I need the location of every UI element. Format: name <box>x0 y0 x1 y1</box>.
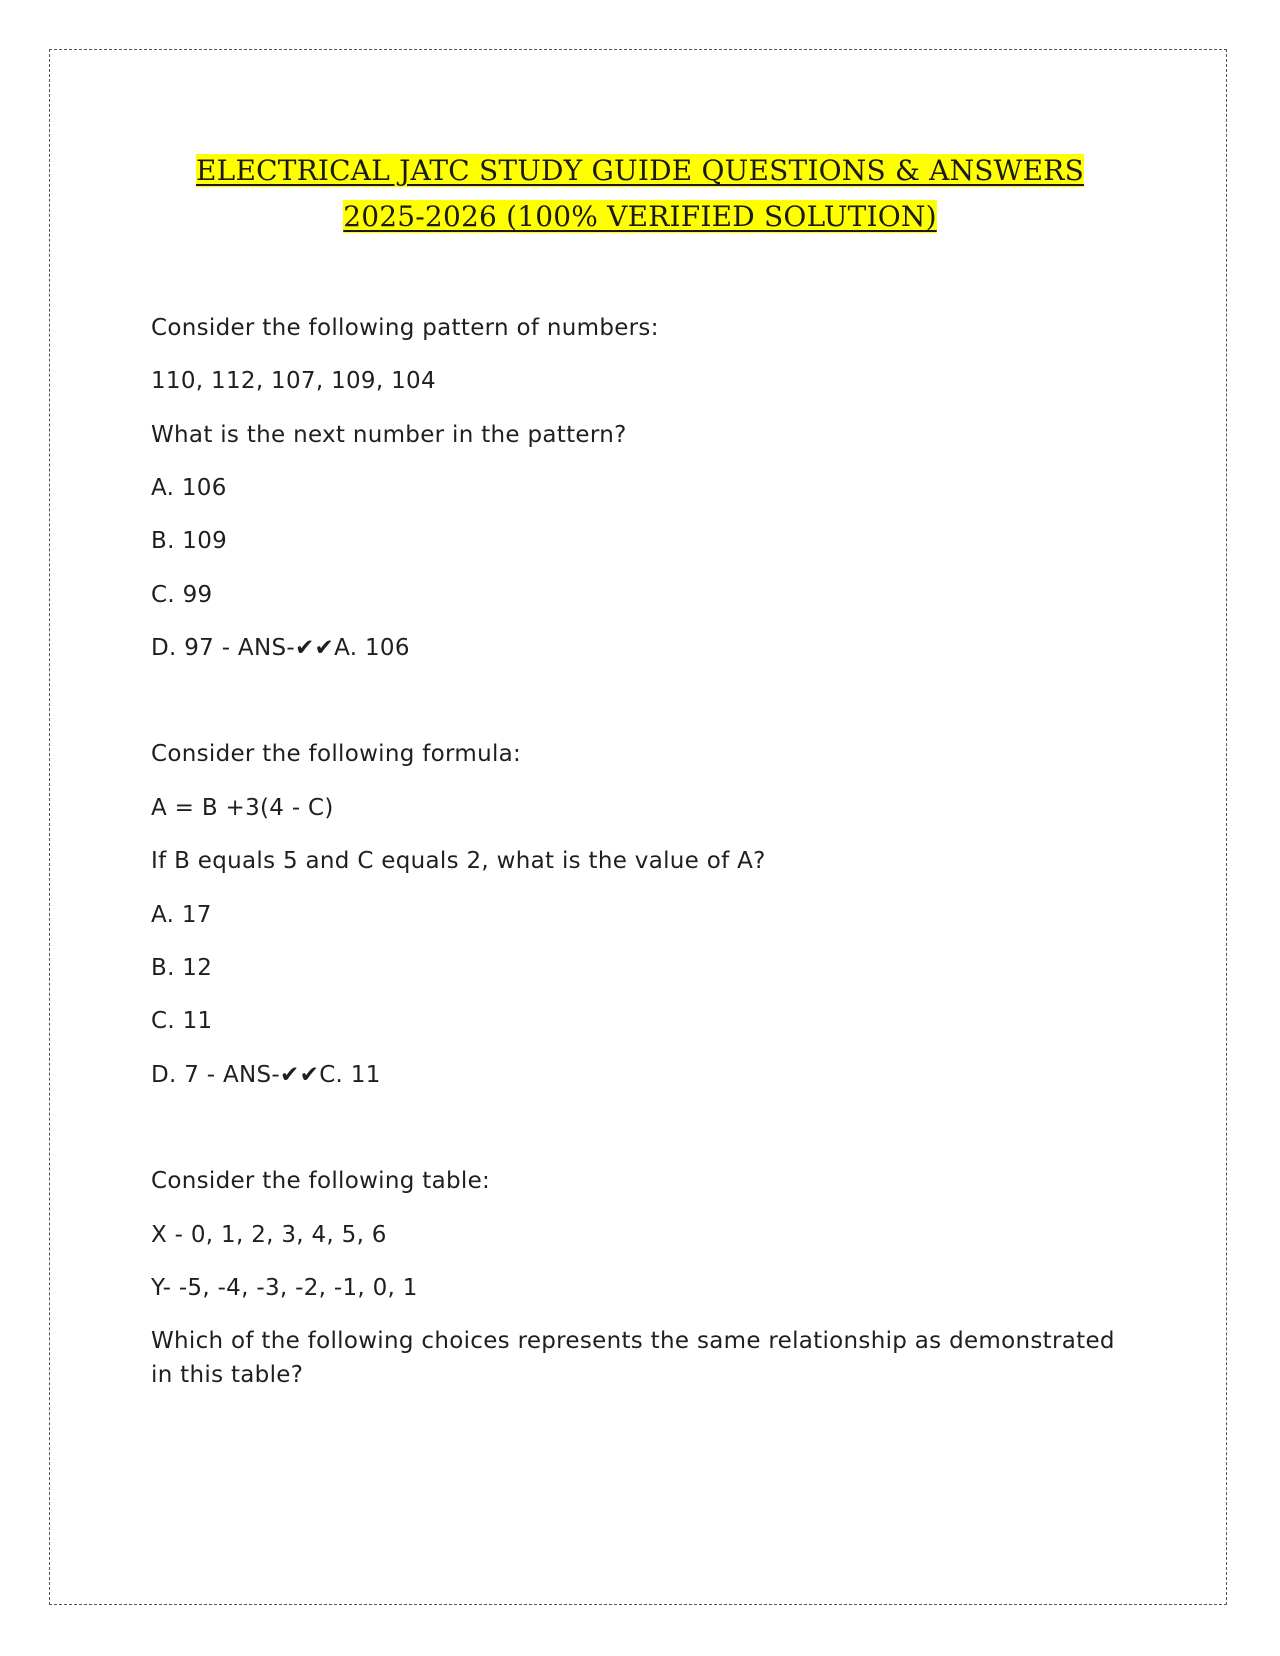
double-check-icon: ✔✔ <box>294 635 335 661</box>
question-2-data: A = B +3(4 - C) <box>151 795 334 821</box>
question-1-option-d-answer <box>151 631 1131 665</box>
question-3-data-y: Y- -5, -4, -3, -2, -1, 0, 1 <box>151 1275 418 1301</box>
question-1-option-d: D. 97 - ANS- <box>151 635 295 661</box>
question-2-option-d: D. 7 - ANS- <box>151 1062 281 1088</box>
question-2-option-c: C. 11 <box>151 1008 213 1034</box>
question-1-prompt: Consider the following pattern of numbers: <box>151 315 659 341</box>
question-2-option-a: A. 17 <box>151 902 212 928</box>
question-1-option-c: C. 99 <box>151 582 213 608</box>
question-2-option-b: B. 12 <box>151 955 213 981</box>
question-1-option-b: B. 109 <box>151 528 228 554</box>
document-title <box>100 148 1180 240</box>
question-2-answer: C. 11 <box>319 1062 381 1088</box>
question-1-text: What is the next number in the pattern? <box>151 422 627 448</box>
title-line-1: ELECTRICAL JATC STUDY GUIDE QUESTIONS & ANSWERS <box>196 154 1084 187</box>
question-1-option-a: A. 106 <box>151 475 227 501</box>
double-check-icon: ✔✔ <box>280 1062 320 1088</box>
question-3-data-x: X - 0, 1, 2, 3, 4, 5, 6 <box>151 1222 387 1248</box>
title-line-2: 2025-2026 (100% VERIFIED SOLUTION) <box>343 200 937 233</box>
question-1-data: 110, 112, 107, 109, 104 <box>151 368 436 394</box>
question-3-text: Which of the following choices represents the same relationship as demonstrated in this table? <box>151 1328 1115 1388</box>
question-2-option-d-answer <box>151 1058 1131 1092</box>
question-3-prompt: Consider the following table: <box>151 1168 491 1194</box>
question-1-answer: A. 106 <box>334 635 410 661</box>
question-2-prompt: Consider the following formula: <box>151 741 522 767</box>
question-2-text: If B equals 5 and C equals 2, what is the value of A? <box>151 848 766 874</box>
